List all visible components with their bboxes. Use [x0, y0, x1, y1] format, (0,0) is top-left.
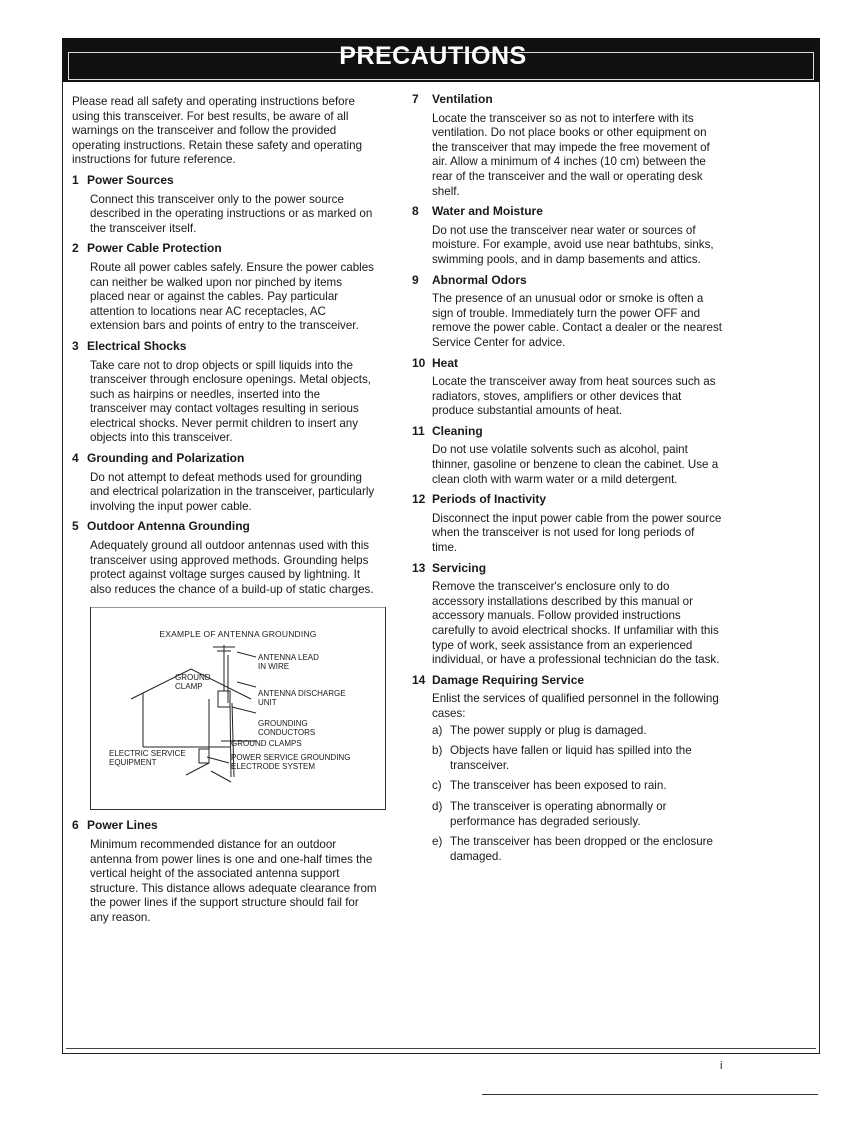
section-number: 9 — [412, 272, 419, 287]
section-title: Power Lines — [87, 818, 158, 833]
section-5 — [72, 519, 378, 597]
section-4 — [72, 451, 378, 514]
left-column — [72, 95, 378, 931]
list-item-text: The transceiver has been exposed to rain. — [450, 779, 667, 793]
section-body: Take care not to drop objects or spill liquids into the transceiver through enclosure openings. Metal objects, such as hairpins or needles, inserted into the transceiver may contact voltages resulting in serious electrical shocks. Never permit children to insert any objects into this transceiver. — [90, 358, 371, 445]
section-body: Remove the transceiver's enclosure only to do accessory installations described by this manual or accessory manuals. Follow provided instructions carefully to avoid electrical shocks. If unfamiliar with this type of work, seek assistance from an experienced individual, or have a professional technician do the task. — [432, 580, 720, 667]
section-heading — [412, 492, 722, 507]
section-number: 4 — [72, 451, 79, 466]
section-14 — [412, 673, 722, 865]
section-7 — [412, 92, 722, 199]
section-1 — [72, 173, 378, 236]
section-heading — [412, 92, 722, 107]
section-number: 6 — [72, 818, 79, 833]
section-heading — [72, 519, 378, 534]
section-heading — [412, 673, 722, 688]
section-body: Route all power cables safely. Ensure the power cables can neither be walked upon nor pinched by items placed near or against the cables. Pay particular attention to locations near AC receptacles, AC extension bars and points of entry to the transceiver. — [90, 260, 374, 333]
section-body: Minimum recommended distance for an outdoor antenna from power lines is one and one-half times the vertical height of the associated antenna support structure. This distance allows adequate clearance from the power lines if the support structure should fail for any reason. — [90, 838, 377, 924]
list-item-label: b) — [432, 744, 443, 758]
section-8 — [412, 204, 722, 267]
label-grounding-conductors: GROUNDING CONDUCTORS — [258, 719, 316, 738]
frame-bottom-rule — [66, 1048, 816, 1049]
label-ground-clamps: GROUND CLAMPS — [231, 739, 302, 749]
section-number: 5 — [72, 519, 79, 534]
section-2 — [72, 241, 378, 334]
section-body: Disconnect the input power cable from the power source when the transceiver is not used for long periods of time. — [432, 511, 722, 555]
section-number: 14 — [412, 672, 426, 687]
section-number: 11 — [412, 423, 425, 438]
list-item-text: The power supply or plug is damaged. — [450, 723, 647, 737]
page-title-wrap — [0, 42, 866, 71]
section-3 — [72, 339, 378, 446]
section-heading — [412, 273, 722, 288]
section-number: 1 — [72, 172, 79, 187]
section-number: 10 — [412, 355, 426, 370]
section-number: 7 — [412, 92, 419, 106]
section-title: Damage Requiring Service — [432, 672, 585, 687]
intro-paragraph: Please read all safety and operating instructions before using this transceiver. For best results, be aware of all warnings on the transceiver and follow the provided operating instructions. Retain these safety and operating instructions for future reference. — [72, 95, 363, 167]
footer-rule — [482, 1094, 818, 1095]
section-12 — [412, 492, 722, 555]
section-number: 12 — [412, 492, 426, 507]
damage-cases-list — [432, 724, 722, 865]
discharge-unit-box — [199, 749, 209, 763]
section-10 — [412, 356, 722, 419]
label-antenna-lead: ANTENNA LEAD IN WIRE — [258, 653, 319, 672]
list-item — [432, 779, 722, 794]
section-title: Periods of Inactivity — [432, 492, 547, 507]
section-11 — [412, 424, 722, 487]
antenna-grounding-figure — [90, 607, 386, 810]
section-number: 3 — [72, 338, 79, 353]
section-title: Electrical Shocks — [87, 338, 187, 353]
section-heading — [72, 241, 378, 256]
section-title: Power Cable Protection — [87, 241, 222, 256]
page-title: PRECAUTIONS — [339, 42, 527, 70]
section-6 — [72, 818, 378, 925]
section-body: Do not use volatile solvents such as alcohol, paint thinner, gasoline or benzene to clean the cabinet. Use a clean cloth with warm water or a mild detergent. — [432, 443, 719, 486]
list-item-text: The transceiver has been dropped or the enclosure damaged. — [450, 835, 713, 863]
section-number: 13 — [412, 560, 426, 575]
list-item — [432, 744, 722, 773]
list-item — [432, 835, 722, 864]
section-body: Enlist the services of qualified personnel in the following cases: — [432, 692, 719, 720]
list-item-text: The transceiver is operating abnormally or performance has degraded seriously. — [450, 799, 667, 828]
section-heading — [412, 204, 722, 219]
section-title: Grounding and Polarization — [87, 451, 245, 466]
list-item-label: d) — [432, 799, 443, 813]
list-item — [432, 724, 722, 739]
label-electric-service: ELECTRIC SERVICE EQUIPMENT — [109, 749, 186, 768]
list-item — [432, 800, 722, 829]
section-title: Power Sources — [87, 172, 174, 187]
list-item-label: c) — [432, 779, 442, 793]
section-title: Cleaning — [432, 423, 483, 438]
label-ground-clamp: GROUND CLAMP — [175, 673, 211, 692]
list-item-label: a) — [432, 723, 443, 737]
section-13 — [412, 561, 722, 668]
section-heading — [72, 818, 378, 833]
section-number: 2 — [72, 241, 79, 256]
section-heading — [412, 356, 722, 371]
section-body: The presence of an unusual odor or smoke is often a sign of trouble. Immediately turn the power OFF and remove the power cable. Contact a dealer or the nearest Service Center for advice. — [432, 292, 723, 349]
section-title: Heat — [432, 355, 459, 370]
section-body: Locate the transceiver so as not to interfere with its ventilation. Do not place books or other equipment on the transceiver that may impede the free movement of air. Allow a minimum of 4 inches (10 cm) between the rear of the transceiver and the wall or operating desk shelf. — [432, 111, 710, 198]
right-column — [412, 92, 722, 870]
section-body: Locate the transceiver away from heat sources such as radiators, stoves, amplifiers or other devices that produce substantial amounts of heat. — [432, 375, 716, 418]
section-heading — [72, 339, 378, 354]
section-9 — [412, 273, 722, 351]
list-item-label: e) — [432, 835, 443, 849]
section-heading — [412, 424, 722, 439]
section-title: Outdoor Antenna Grounding — [87, 519, 250, 534]
figure-title: EXAMPLE OF ANTENNA GROUNDING — [159, 629, 317, 640]
section-title: Servicing — [432, 560, 487, 575]
section-body: Do not attempt to defeat methods used for grounding and electrical polarization in the transceiver, particularly involving the input power cable. — [90, 470, 375, 513]
section-title: Water and Moisture — [432, 204, 543, 219]
section-number: 8 — [412, 204, 419, 219]
label-discharge-unit: ANTENNA DISCHARGE UNIT — [258, 689, 346, 708]
list-item-text: Objects have fallen or liquid has spilled into the transceiver. — [450, 744, 692, 772]
section-title: Ventilation — [432, 92, 493, 106]
section-heading — [72, 173, 378, 188]
section-title: Abnormal Odors — [432, 272, 527, 287]
section-body: Do not use the transceiver near water or sources of moisture. For example, avoid use near bathtubs, sinks, swimming pools, and in damp basements and attics. — [432, 223, 714, 266]
section-heading — [72, 451, 378, 466]
section-body: Adequately ground all outdoor antennas used with this transceiver using approved methods. Grounding helps protect against voltage surges caused by lightning. It also reduces the chance of a build-up of static charges. — [90, 539, 374, 596]
section-heading — [412, 561, 722, 576]
section-body: Connect this transceiver only to the power source described in the operating instructions or as marked on the transceiver itself. — [90, 192, 373, 235]
label-power-service: POWER SERVICE GROUNDING ELECTRODE SYSTEM — [231, 753, 351, 772]
page-number: i — [720, 1060, 723, 1072]
